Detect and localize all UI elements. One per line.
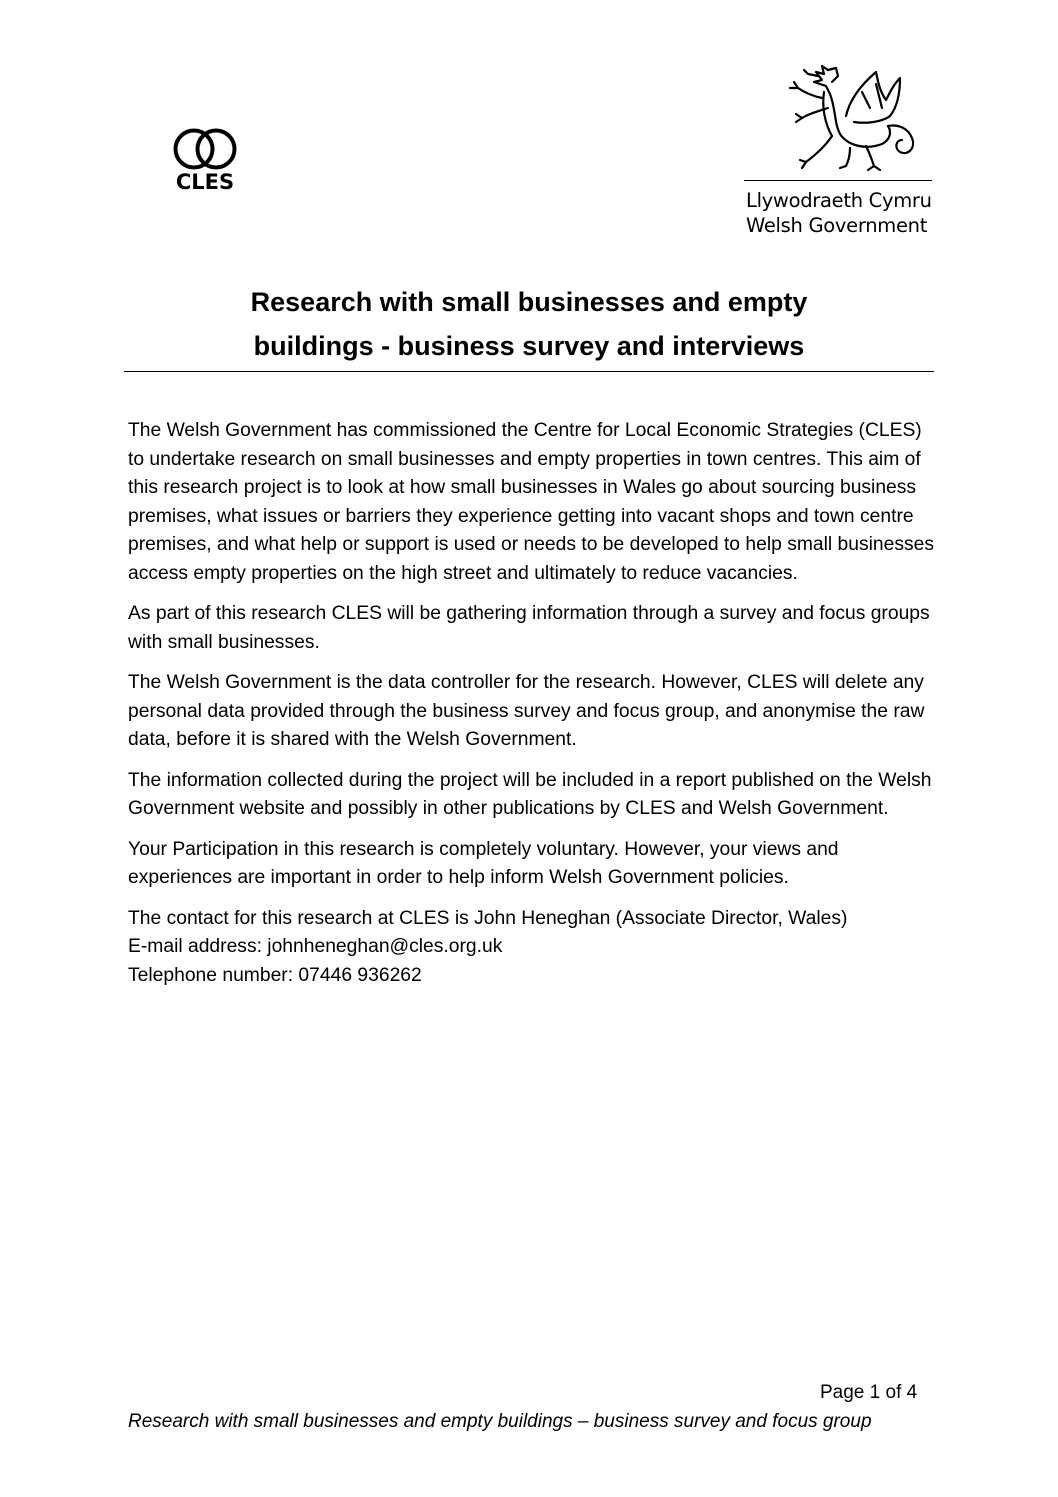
paragraph-participation: Your Participation in this research is completely voluntary. However, your views and experiences are important in order to help inform Welsh Government policies. [128, 838, 839, 888]
paragraph-data-controller: The Welsh Government is the data controller for the research. However, CLES will delete any personal data provided through the business survey and focus group, and anonymise the raw data, before it is shared with the Welsh Government. [128, 672, 925, 750]
title-underline [124, 371, 934, 372]
contact-block [128, 905, 940, 991]
cles-logo-text: CLES [175, 170, 235, 194]
logo-divider [744, 180, 932, 181]
document-title [124, 280, 934, 368]
welsh-government-name [746, 188, 932, 238]
document-title-line-1: Research with small businesses and empty [250, 287, 808, 317]
document-title-line-2: buildings - business survey and interviews [253, 331, 805, 361]
footer-running-title: Research with small businesses and empty buildings – business survey and focus group [128, 1411, 872, 1432]
document-body [128, 417, 940, 990]
page-number: Page 1 of 4 [820, 1382, 918, 1403]
paragraph-publication: The information collected during the project will be included in a report published on the Welsh Government website and possibly in other publications by CLES and Welsh Government. [128, 769, 932, 819]
welsh-dragon-icon [766, 62, 920, 174]
contact-phone: Telephone number: 07446 936262 [128, 964, 422, 986]
contact-person: The contact for this research at CLES is John Heneghan (Associate Director, Wales) [128, 907, 848, 929]
paragraph-intro: The Welsh Government has commissioned the Centre for Local Economic Strategies (CLES) to undertake research on small businesses and empty properties in town centres. This aim of this research project is to look at how small businesses in Wales go about sourcing business premises, what issues or barriers they experience getting into vacant shops and town centre premises, and what help or support is used or needs to be developed to help small businesses access empty properties on the high street and ultimately to reduce vacancies. [128, 420, 935, 584]
welsh-government-name-en: Welsh Government [746, 214, 928, 237]
contact-email: E-mail address: johnheneghan@cles.org.uk [128, 936, 503, 957]
welsh-government-name-cy: Llywodraeth Cymru [746, 189, 932, 212]
cles-rings-icon [172, 126, 238, 172]
cles-logo [170, 126, 240, 198]
paragraph-data-gathering: As part of this research CLES will be gathering information through a survey and focus groups with small businesses. [128, 603, 930, 653]
welsh-government-logo [742, 62, 942, 252]
